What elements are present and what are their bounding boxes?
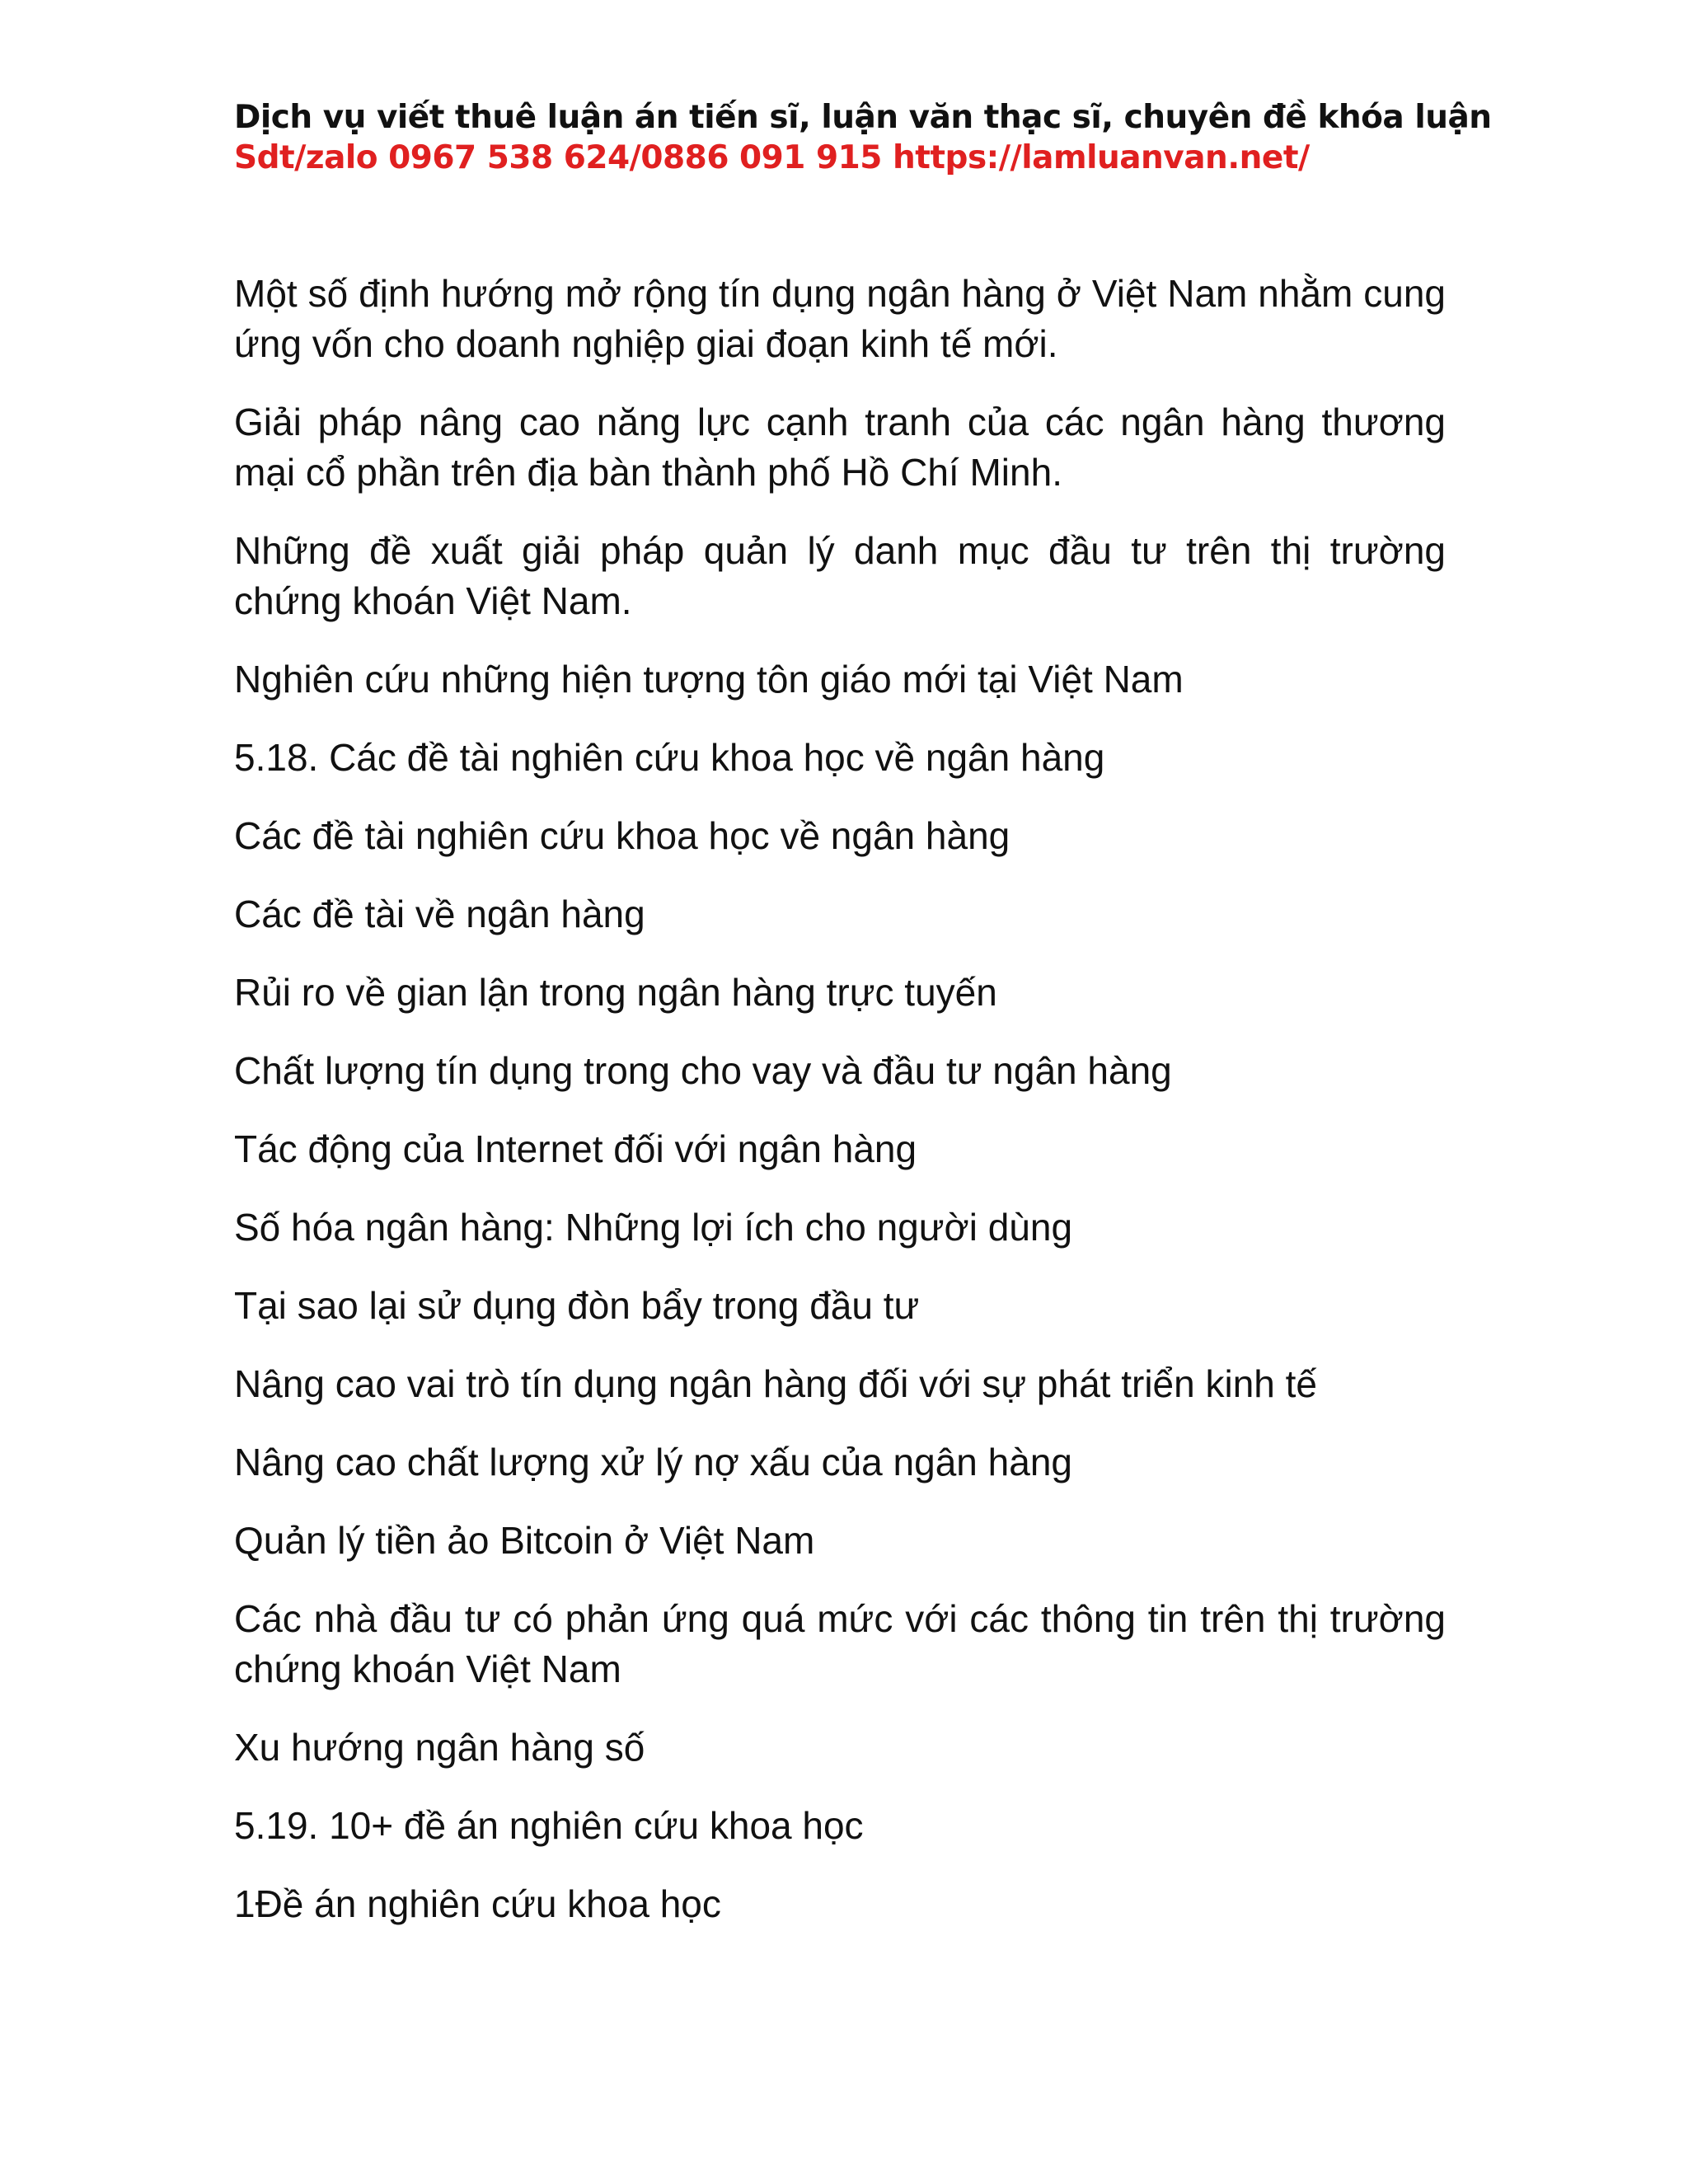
- paragraph: Một số định hướng mở rộng tín dụng ngân hàng ở Việt Nam nhằm cung ứng vốn cho doanh nghiệp giai đoạn kinh tế mới.: [234, 272, 1446, 365]
- paragraph: Các nhà đầu tư có phản ứng quá mức với các thông tin trên thị trường chứng khoán Việt Nam: [234, 1597, 1446, 1690]
- paragraph: Tại sao lại sử dụng đòn bẩy trong đầu tư: [234, 1284, 920, 1327]
- paragraph: Chất lượng tín dụng trong cho vay và đầu tư ngân hàng: [234, 1049, 1172, 1092]
- paragraph: Nghiên cứu những hiện tượng tôn giáo mới tại Việt Nam: [234, 658, 1184, 701]
- paragraph: Rủi ro về gian lận trong ngân hàng trực tuyến: [234, 971, 997, 1014]
- page-header: [234, 97, 1492, 178]
- header-contact-line: Sdt/zalo 0967 538 624/0886 091 915 https://lamluanvan.net/: [234, 139, 1310, 176]
- paragraph: Các đề tài về ngân hàng: [234, 893, 645, 935]
- paragraph: Số hóa ngân hàng: Những lợi ích cho người dùng: [234, 1206, 1073, 1249]
- paragraph: Tác động của Internet đối với ngân hàng: [234, 1127, 917, 1170]
- paragraph: Nâng cao vai trò tín dụng ngân hàng đối với sự phát triển kinh tế: [234, 1362, 1318, 1405]
- paragraph: Những đề xuất giải pháp quản lý danh mục đầu tư trên thị trường chứng khoán Việt Nam.: [234, 529, 1446, 622]
- paragraph: Nâng cao chất lượng xử lý nợ xấu của ngân hàng: [234, 1441, 1072, 1483]
- paragraph: Các đề tài nghiên cứu khoa học về ngân hàng: [234, 814, 1010, 857]
- paragraph: Giải pháp nâng cao năng lực cạnh tranh của các ngân hàng thương mại cổ phần trên địa bàn thành phố Hồ Chí Minh.: [234, 401, 1446, 494]
- header-service-line: Dịch vụ viết thuê luận án tiến sĩ, luận văn thạc sĩ, chuyên đề khóa luận: [234, 99, 1492, 136]
- paragraph: Quản lý tiền ảo Bitcoin ở Việt Nam: [234, 1519, 815, 1562]
- document-body: [234, 269, 1446, 1957]
- paragraph: 1Đề án nghiên cứu khoa học: [234, 1882, 721, 1925]
- paragraph: Xu hướng ngân hàng số: [234, 1726, 645, 1769]
- section-heading: 5.19. 10+ đề án nghiên cứu khoa học: [234, 1804, 864, 1847]
- section-heading: 5.18. Các đề tài nghiên cứu khoa học về ngân hàng: [234, 736, 1105, 779]
